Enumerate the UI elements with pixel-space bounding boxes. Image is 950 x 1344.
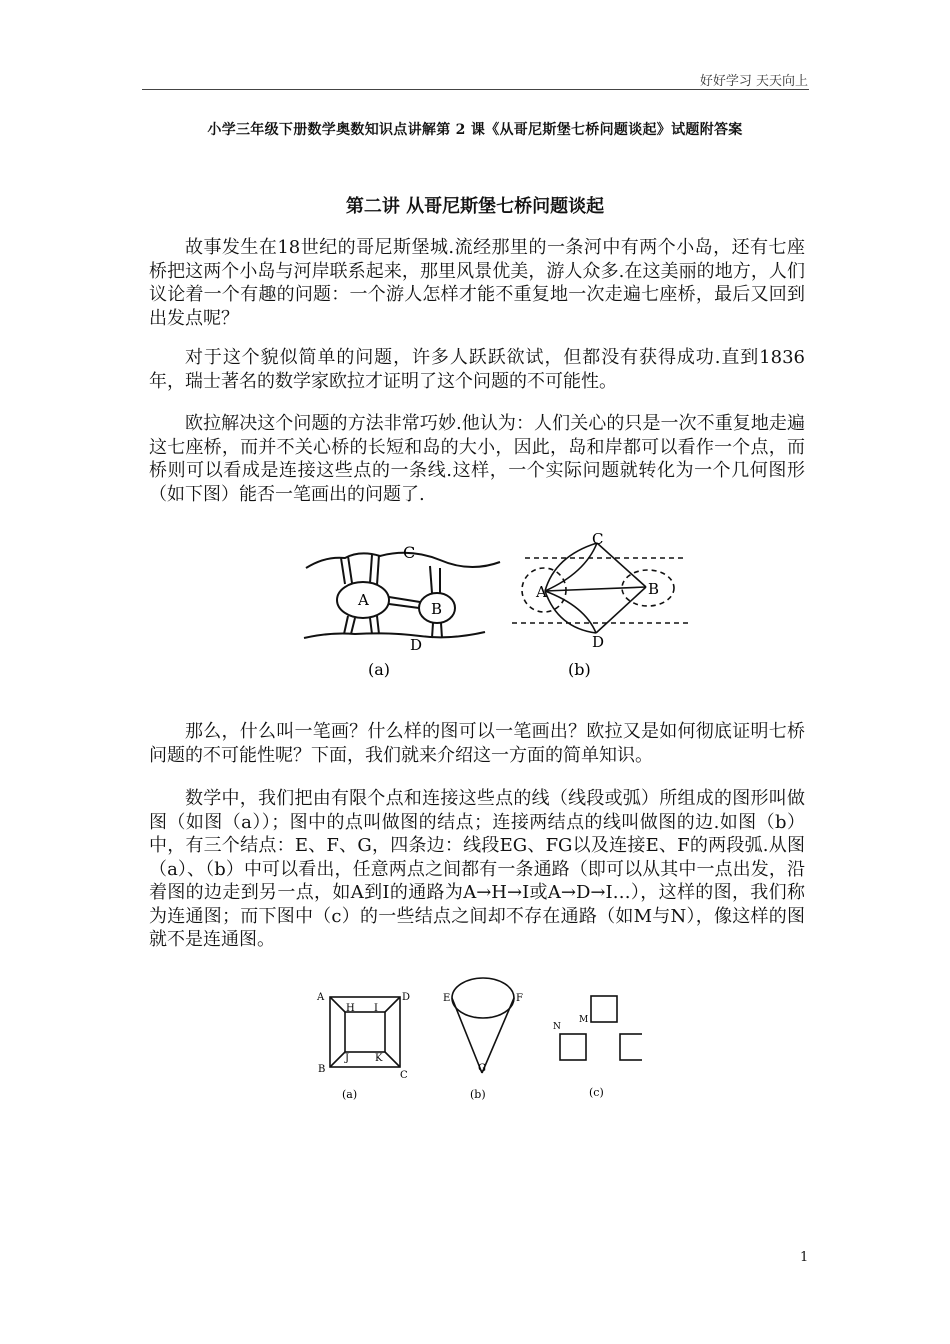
paragraph-story: 故事发生在18世纪的哥尼斯堡城.流经那里的一条河中有两个小岛，还有七座桥把这两个小岛与河岸联系起来，那里风景优美，游人众多.在这美丽的地方，人们议论着一个有趣的问题：一个游人怎样才能不重复地一次走遍七座桥，最后又回到出发点呢？ bbox=[149, 237, 805, 329]
graph-label-b: B bbox=[648, 580, 660, 598]
square-label-b: B bbox=[318, 1064, 326, 1075]
figure2-caption-b: (b) bbox=[470, 1088, 486, 1101]
figure1-caption-a: (a) bbox=[368, 660, 391, 679]
disconnected-graph bbox=[560, 996, 642, 1060]
graph-label-d: D bbox=[592, 633, 605, 651]
figure2-caption-a: (a) bbox=[342, 1088, 358, 1101]
seven-bridges-figure bbox=[300, 528, 700, 683]
graph-label-a: A bbox=[536, 583, 547, 601]
square-label-j: J bbox=[345, 1053, 350, 1064]
cone-graph bbox=[452, 978, 514, 1073]
cone-label-f: F bbox=[516, 993, 523, 1004]
map-label-d: D bbox=[410, 636, 423, 654]
cone-label-g: G bbox=[478, 1063, 486, 1074]
paragraph-graph-definition: 数学中，我们把由有限个点和连接这些点的线（线段或弧）所组成的图形叫做图（如图（a））；图中的点叫做图的结点；连接两结点的线叫做图的边.如图（b）中，有三个结点：E、F、G，四条边：线段EG、FG以及连接E、F的两段弧.从图（a）、（b）中可以看出，任意两点之间都有一条通路（即可以从其中一点出发，沿着图的边走到另一点，如A到I的通路为A→H→I或A→D→I…），这样的图，我们称为连通图；而下图中（c）的一些结点之间却不存在通路（如M与N），像这样的图就不是连通图。 bbox=[149, 788, 805, 950]
header-motto: 好好学习 天天向上 bbox=[699, 74, 808, 89]
figure2-caption-c: (c) bbox=[589, 1086, 604, 1099]
square-label-i: I bbox=[374, 1003, 378, 1014]
square-graph bbox=[330, 997, 400, 1067]
square-label-k: K bbox=[375, 1053, 383, 1064]
paragraph-euler-proof: 对于这个貌似简单的问题，许多人跃跃欲试，但都没有获得成功.直到1836年，瑞士著名的数学家欧拉才证明了这个问题的不可能性。 bbox=[149, 347, 805, 392]
paragraph-question: 那么，什么叫一笔画？什么样的图可以一笔画出？欧拉又是如何彻底证明七桥问题的不可能性呢？下面，我们就来介绍这一方面的简单知识。 bbox=[149, 721, 805, 766]
square-label-d: D bbox=[402, 992, 411, 1003]
disconnected-label-m: M bbox=[579, 1015, 589, 1025]
square-label-h: H bbox=[346, 1003, 355, 1014]
disconnected-label-n: N bbox=[553, 1022, 561, 1032]
square-label-c: C bbox=[400, 1070, 408, 1081]
square-label-a: A bbox=[317, 992, 325, 1003]
document-title: 小学三年级下册数学奥数知识点讲解第 2 课《从哥尼斯堡七桥问题谈起》试题附答案 bbox=[207, 122, 743, 138]
map-label-a: A bbox=[358, 591, 369, 609]
header-divider bbox=[142, 89, 809, 90]
lecture-title: 第二讲 从哥尼斯堡七桥问题谈起 bbox=[345, 196, 605, 217]
page-number: 1 bbox=[800, 1250, 809, 1265]
graph-examples-figure bbox=[312, 970, 642, 1105]
graph-label-c: C bbox=[592, 530, 604, 548]
map-label-b: B bbox=[431, 600, 443, 618]
cone-label-e: E bbox=[443, 993, 451, 1004]
paragraph-euler-method: 欧拉解决这个问题的方法非常巧妙.他认为：人们关心的只是一次不重复地走遍这七座桥，而并不关心桥的长短和岛的大小，因此，岛和岸都可以看作一个点，而桥则可以看成是连接这些点的一条线.这样，一个实际问题就转化为一个几何图形（如下图）能否一笔画出的问题了. bbox=[149, 413, 805, 505]
bridge-map-diagram bbox=[304, 553, 500, 638]
figure1-caption-b: (b) bbox=[568, 660, 591, 679]
map-label-c: C bbox=[403, 543, 416, 562]
